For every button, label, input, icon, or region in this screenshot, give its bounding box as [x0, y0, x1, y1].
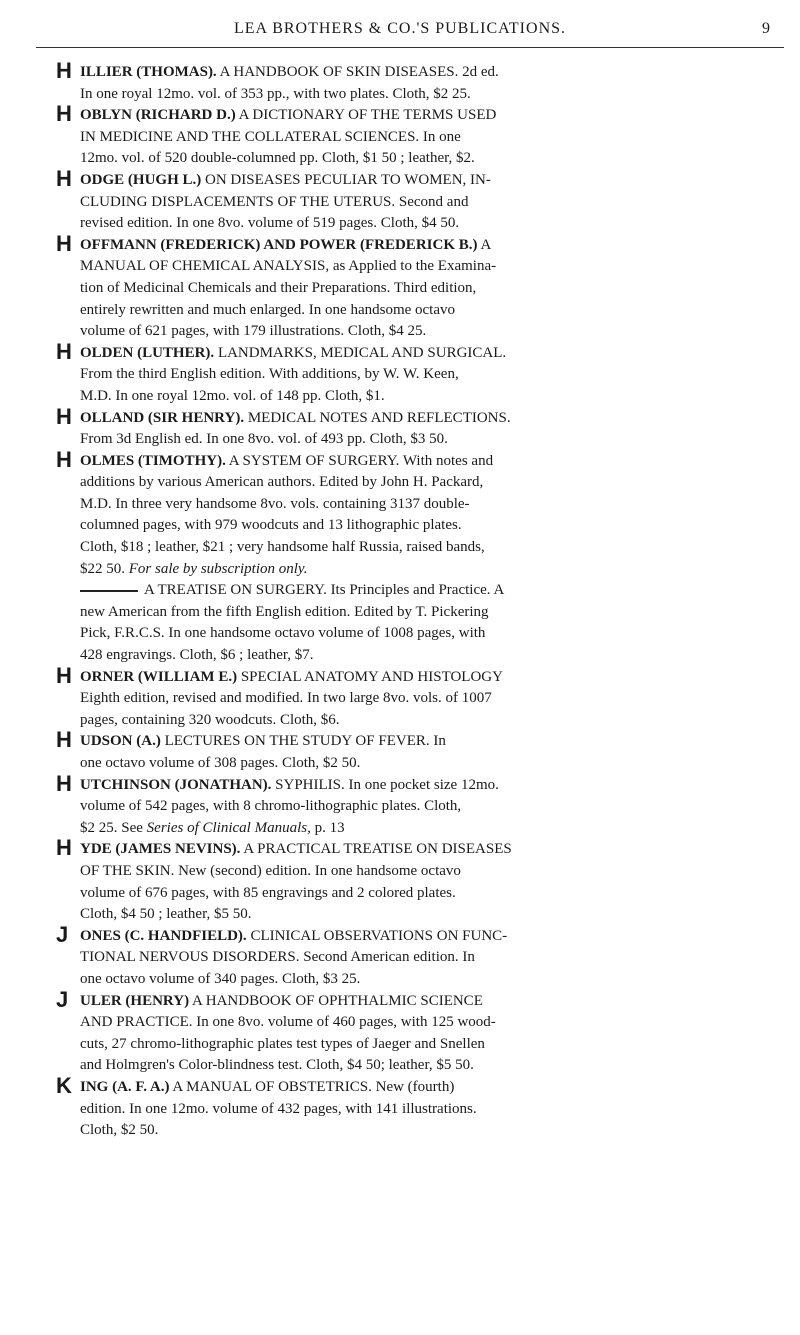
catalog-entries	[56, 58, 784, 1142]
author-name: ODGE (HUGH L.)	[80, 171, 202, 188]
entry-text-line: In one royal 12mo. vol. of 353 pp., with two plates. Cloth, $2 25.	[80, 85, 471, 102]
drop-initial: H	[56, 770, 72, 796]
author-name: OLMES (TIMOTHY).	[80, 452, 226, 469]
entry-text-line: IN MEDICINE AND THE COLLATERAL SCIENCES. In one	[80, 128, 461, 145]
book-title: A PRACTICAL TREATISE ON DISEASES	[243, 841, 512, 858]
entry-text-line: and Holmgren's Color-blindness test. Cloth, $4 50; leather, $5 50.	[80, 1057, 474, 1074]
entry-heading-line	[56, 165, 784, 192]
catalog-entry	[56, 662, 784, 732]
entry-text-line: Pick, F.R.C.S. In one handsome octavo volume of 1008 pages, with	[80, 625, 486, 642]
entry-text-line: 12mo. vol. of 520 double-columned pp. Cloth, $1 50 ; leather, $2.	[80, 150, 475, 167]
drop-initial: H	[56, 101, 72, 127]
catalog-entry	[56, 727, 784, 774]
drop-initial: H	[56, 165, 72, 191]
catalog-entry	[56, 580, 784, 666]
entry-text-line: edition. In one 12mo. volume of 432 pages, with 141 illustrations.	[80, 1100, 477, 1117]
entry-text-line: one octavo volume of 340 pages. Cloth, $3 25.	[80, 970, 361, 987]
entry-text-line: Cloth, $4 50 ; leather, $5 50.	[80, 906, 252, 923]
book-title: ON DISEASES PECULIAR TO WOMEN, IN-	[205, 171, 491, 188]
entry-text-line: MANUAL OF CHEMICAL ANALYSIS, as Applied to the Examina-	[80, 258, 497, 275]
entry-heading-line	[56, 230, 784, 257]
drop-initial: H	[56, 446, 72, 472]
author-name: ORNER (WILLIAM E.)	[80, 668, 238, 685]
drop-initial: J	[56, 921, 69, 947]
entry-text-line: Cloth, $18 ; leather, $21 ; very handsome half Russia, raised bands,	[80, 539, 485, 556]
entry-text-line: tion of Medicinal Chemicals and their Preparations. Third edition,	[80, 279, 477, 296]
running-title: LEA BROTHERS & CO.'S PUBLICATIONS.	[233, 20, 567, 37]
entry-text-line	[80, 818, 784, 840]
book-title: A SYSTEM OF SURGERY. With notes and	[228, 452, 494, 469]
entry-text-line: revised edition. In one 8vo. volume of 519 pages. Cloth, $4 50.	[80, 215, 460, 232]
entry-heading-line	[56, 727, 784, 753]
author-name: OFFMANN (FREDERICK) AND POWER (FREDERICK B.)	[80, 236, 478, 253]
entry-text-line: Cloth, $2 50.	[80, 1122, 159, 1139]
header-rule	[36, 47, 784, 48]
book-title: A MANUAL OF OBSTETRICS. New (fourth)	[172, 1078, 455, 1095]
author-name: YDE (JAMES NEVINS).	[80, 841, 241, 858]
author-name: ONES (C. HANDFIELD).	[80, 927, 247, 944]
catalog-entry	[56, 230, 784, 343]
catalog-entry	[56, 770, 784, 840]
book-title: LANDMARKS, MEDICAL AND SURGICAL.	[217, 344, 507, 361]
drop-initial: H	[56, 835, 72, 861]
catalog-entry	[56, 403, 784, 451]
drop-initial: H	[56, 662, 72, 688]
author-name: OBLYN (RICHARD D.)	[80, 107, 236, 124]
drop-initial: H	[56, 338, 72, 364]
book-title: A HANDBOOK OF OPHTHALMIC SCIENCE	[192, 992, 483, 1009]
entry-text-line: volume of 621 pages, with 179 illustrations. Cloth, $4 25.	[80, 323, 427, 340]
entry-text-line: additions by various American authors. Edited by John H. Packard,	[80, 474, 484, 491]
catalog-entry	[56, 101, 784, 170]
page-header	[0, 14, 800, 44]
entry-text-line: pages, containing 320 woodcuts. Cloth, $6.	[80, 711, 340, 728]
book-title: A TREATISE ON SURGERY. Its Principles and Practice. A	[144, 582, 505, 599]
entry-text-line: M.D. In three very handsome 8vo. vols. containing 3137 double-	[80, 495, 470, 512]
entry-heading-line	[80, 580, 784, 602]
entry-text-line: new American from the fifth English edition. Edited by T. Pickering	[80, 603, 489, 620]
author-name: UDSON (A.)	[80, 733, 161, 750]
entry-heading-line	[56, 986, 784, 1013]
entry-heading-line	[56, 58, 784, 84]
entry-heading-line	[56, 835, 784, 861]
author-name: OLLAND (SIR HENRY).	[80, 409, 245, 426]
entry-heading-line	[56, 770, 784, 797]
author-name: OLDEN (LUTHER).	[80, 344, 215, 361]
entry-heading-line	[56, 403, 784, 430]
entry-text-line: volume of 542 pages, with 8 chromo-lithographic plates. Cloth,	[80, 798, 462, 815]
drop-initial: H	[56, 727, 72, 753]
entry-text-line: cuts, 27 chromo-lithographic plates test types of Jaeger and Snellen	[80, 1035, 485, 1052]
book-title: A	[480, 236, 492, 253]
author-name: ULER (HENRY)	[80, 992, 190, 1009]
entry-heading-line	[56, 921, 784, 948]
catalog-entry	[56, 986, 784, 1077]
entry-text-line: 428 engravings. Cloth, $6 ; leather, $7.	[80, 647, 314, 664]
entry-text-line: columned pages, with 979 woodcuts and 13 lithographic plates.	[80, 517, 462, 534]
drop-initial: H	[56, 403, 72, 429]
book-title: LECTURES ON THE STUDY OF FEVER. In	[164, 733, 446, 750]
entry-text-line: TIONAL NERVOUS DISORDERS. Second American edition. In	[80, 949, 475, 966]
book-title: SYPHILIS. In one pocket size 12mo.	[275, 776, 499, 793]
drop-initial: H	[56, 230, 72, 256]
drop-initial: H	[56, 58, 72, 83]
catalog-entry	[56, 58, 784, 105]
entry-text-line: one octavo volume of 308 pages. Cloth, $2 50.	[80, 755, 361, 771]
page-number: 9	[762, 20, 770, 37]
entry-text-line: volume of 676 pages, with 85 engravings and 2 colored plates.	[80, 884, 456, 901]
ditto-dash	[80, 590, 138, 592]
entry-text-line: entirely rewritten and much enlarged. In one handsome octavo	[80, 301, 456, 318]
entry-heading-line	[56, 101, 784, 127]
sale-note: For sale by subscription only.	[128, 560, 308, 577]
book-title: SPECIAL ANATOMY AND HISTOLOGY	[240, 668, 503, 685]
entry-text-line: From 3d English ed. In one 8vo. vol. of 493 pp. Cloth, $3 50.	[80, 431, 448, 448]
entry-text-line: M.D. In one royal 12mo. vol. of 148 pp. Cloth, $1.	[80, 387, 385, 404]
catalog-entry	[56, 921, 784, 991]
entry-text-line: $22 50. For sale by subscription only.	[80, 560, 308, 577]
book-title: A HANDBOOK OF SKIN DISEASES. 2d ed.	[219, 64, 499, 80]
author-name: ING (A. F. A.)	[80, 1078, 170, 1095]
entry-heading-line	[56, 662, 784, 689]
entry-text-line: AND PRACTICE. In one 8vo. volume of 460 pages, with 125 wood-	[80, 1014, 496, 1031]
entry-heading-line	[56, 338, 784, 365]
catalog-entry	[56, 338, 784, 408]
series-reference: Series of Clinical Manuals,	[146, 819, 311, 836]
book-title: CLINICAL OBSERVATIONS ON FUNC-	[250, 927, 508, 944]
catalog-entry	[56, 446, 784, 581]
catalog-entry	[56, 1072, 784, 1142]
drop-initial: K	[56, 1072, 72, 1098]
book-title: MEDICAL NOTES AND REFLECTIONS.	[247, 409, 511, 426]
entry-text-line: From the third English edition. With additions, by W. W. Keen,	[80, 366, 459, 383]
entry-text-line: CLUDING DISPLACEMENTS OF THE UTERUS. Second and	[80, 193, 469, 210]
catalog-entry	[56, 165, 784, 235]
entry-heading-line	[56, 1072, 784, 1099]
entry-heading-line	[56, 446, 784, 473]
drop-initial: J	[56, 986, 69, 1012]
entry-text-line: OF THE SKIN. New (second) edition. In one handsome octavo	[80, 862, 461, 879]
price-text: $2 25. See	[80, 819, 147, 836]
author-name: UTCHINSON (JONATHAN).	[80, 776, 272, 793]
page-reference: p. 13	[310, 819, 345, 836]
author-name: ILLIER (THOMAS).	[80, 64, 217, 80]
entry-text-line: Eighth edition, revised and modified. In two large 8vo. vols. of 1007	[80, 690, 492, 707]
catalog-entry	[56, 835, 784, 925]
book-title: A DICTIONARY OF THE TERMS USED	[238, 107, 497, 124]
